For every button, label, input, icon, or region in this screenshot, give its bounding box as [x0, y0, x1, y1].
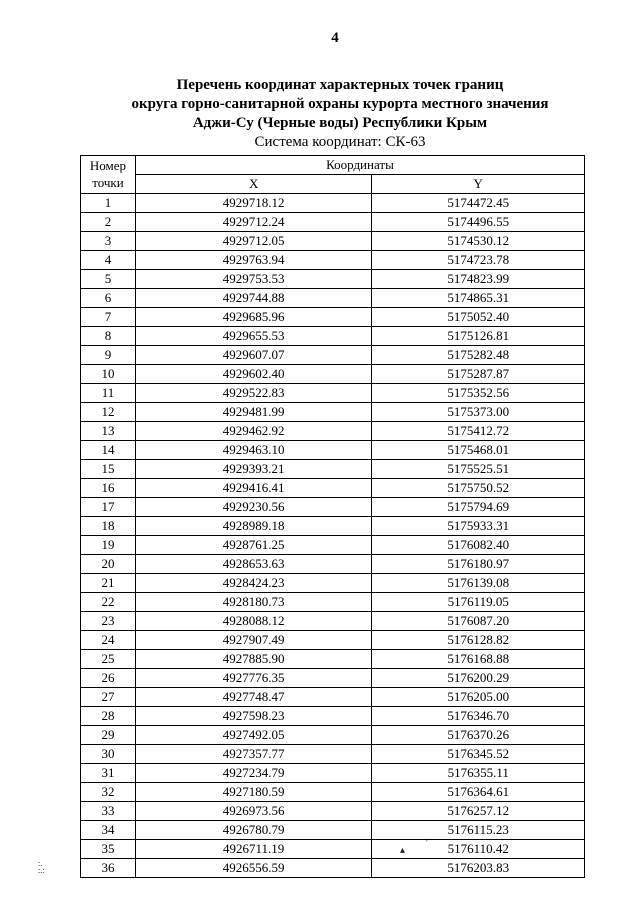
point-number-cell: 12 — [81, 403, 136, 422]
y-coordinate-cell: 5174823.99 — [372, 270, 585, 289]
coordinate-system-label: Система координат: СК-63 — [254, 134, 426, 150]
y-coordinate-cell: 5176200.29 — [372, 669, 585, 688]
y-coordinate-cell: 5175052.40 — [372, 308, 585, 327]
point-number-cell: 4 — [81, 251, 136, 270]
x-coordinate-cell: 4927357.77 — [135, 745, 371, 764]
table-row — [81, 726, 585, 745]
table-row — [81, 384, 585, 403]
y-coordinate-cell: 5176364.61 — [372, 783, 585, 802]
y-coordinate-cell: 5175750.52 — [372, 479, 585, 498]
x-coordinate-cell: 4928761.25 — [135, 536, 371, 555]
y-coordinate-cell: 5176119.05 — [372, 593, 585, 612]
x-coordinate-cell: 4929744.88 — [135, 289, 371, 308]
y-coordinate-cell: 5175352.56 — [372, 384, 585, 403]
table-row — [81, 346, 585, 365]
y-coordinate-cell: 5176370.26 — [372, 726, 585, 745]
x-coordinate-cell: 4926711.19 — [135, 840, 371, 859]
coordinates-table — [80, 155, 585, 878]
point-number-cell: 14 — [81, 441, 136, 460]
x-coordinate-cell: 4929481.99 — [135, 403, 371, 422]
point-number-cell: 15 — [81, 460, 136, 479]
table-row — [81, 593, 585, 612]
table-row — [81, 194, 585, 213]
y-coordinate-cell: 5176110.42 — [372, 840, 585, 859]
table-row — [81, 536, 585, 555]
header-y: Y — [372, 175, 585, 194]
x-coordinate-cell: 4927180.59 — [135, 783, 371, 802]
point-number-cell: 3 — [81, 232, 136, 251]
header-coordinates: Координаты — [135, 156, 584, 175]
point-number-cell: 31 — [81, 764, 136, 783]
y-coordinate-cell: 5175412.72 — [372, 422, 585, 441]
point-number-cell: 34 — [81, 821, 136, 840]
table-row — [81, 289, 585, 308]
table-row — [81, 213, 585, 232]
scan-speck: ▴ — [400, 845, 406, 856]
x-coordinate-cell: 4929607.07 — [135, 346, 371, 365]
point-number-cell: 22 — [81, 593, 136, 612]
x-coordinate-cell: 4929685.96 — [135, 308, 371, 327]
x-coordinate-cell: 4927776.35 — [135, 669, 371, 688]
point-number-cell: 6 — [81, 289, 136, 308]
table-row — [81, 422, 585, 441]
point-number-cell: 13 — [81, 422, 136, 441]
table-row — [81, 517, 585, 536]
table-row — [81, 555, 585, 574]
y-coordinate-cell: 5176087.20 — [372, 612, 585, 631]
table-row — [81, 745, 585, 764]
point-number-cell: 20 — [81, 555, 136, 574]
x-coordinate-cell: 4927885.90 — [135, 650, 371, 669]
y-coordinate-cell: 5176180.97 — [372, 555, 585, 574]
y-coordinate-cell: 5174472.45 — [372, 194, 585, 213]
header-point-number: Номер точки — [81, 156, 136, 194]
point-number-cell: 19 — [81, 536, 136, 555]
y-coordinate-cell: 5175525.51 — [372, 460, 585, 479]
y-coordinate-cell: 5176257.12 — [372, 802, 585, 821]
table-row — [81, 232, 585, 251]
table-row — [81, 859, 585, 878]
x-coordinate-cell: 4927598.23 — [135, 707, 371, 726]
scan-speck: :. :.: — [38, 859, 45, 875]
x-coordinate-cell: 4927907.49 — [135, 631, 371, 650]
x-coordinate-cell: 4929602.40 — [135, 365, 371, 384]
table-header — [81, 156, 585, 194]
table-body — [81, 194, 585, 878]
title-line-1: Перечень координат характерных точек границ — [176, 77, 504, 93]
table-row — [81, 821, 585, 840]
table-row — [81, 479, 585, 498]
y-coordinate-cell: 5175126.81 — [372, 327, 585, 346]
y-coordinate-cell: 5176205.00 — [372, 688, 585, 707]
x-coordinate-cell: 4928653.63 — [135, 555, 371, 574]
point-number-cell: 17 — [81, 498, 136, 517]
x-coordinate-cell: 4927748.47 — [135, 688, 371, 707]
y-coordinate-cell: 5176168.88 — [372, 650, 585, 669]
x-coordinate-cell: 4928424.23 — [135, 574, 371, 593]
table-row — [81, 612, 585, 631]
x-coordinate-cell: 4928180.73 — [135, 593, 371, 612]
point-number-cell: 28 — [81, 707, 136, 726]
point-number-cell: 35 — [81, 840, 136, 859]
y-coordinate-cell: 5175468.01 — [372, 441, 585, 460]
y-coordinate-cell: 5176115.23 — [372, 821, 585, 840]
point-number-cell: 23 — [81, 612, 136, 631]
table-row — [81, 764, 585, 783]
scan-speck: ' — [426, 838, 428, 849]
table-row — [81, 270, 585, 289]
point-number-cell: 16 — [81, 479, 136, 498]
table-row — [81, 669, 585, 688]
page-number: 4 — [331, 30, 339, 46]
point-number-cell: 11 — [81, 384, 136, 403]
x-coordinate-cell: 4929753.53 — [135, 270, 371, 289]
x-coordinate-cell: 4929522.83 — [135, 384, 371, 403]
point-number-cell: 10 — [81, 365, 136, 384]
document-title — [80, 76, 600, 152]
x-coordinate-cell: 4929393.21 — [135, 460, 371, 479]
table-row — [81, 650, 585, 669]
table-row — [81, 498, 585, 517]
point-number-cell: 18 — [81, 517, 136, 536]
table-row — [81, 688, 585, 707]
table-row — [81, 631, 585, 650]
y-coordinate-cell: 5176203.83 — [372, 859, 585, 878]
x-coordinate-cell: 4929463.10 — [135, 441, 371, 460]
y-coordinate-cell: 5176345.52 — [372, 745, 585, 764]
table-row — [81, 460, 585, 479]
y-coordinate-cell: 5174496.55 — [372, 213, 585, 232]
y-coordinate-cell: 5175794.69 — [372, 498, 585, 517]
title-line-3: Аджи-Су (Черные воды) Республики Крым — [192, 115, 488, 131]
y-coordinate-cell: 5175282.48 — [372, 346, 585, 365]
table-row — [81, 441, 585, 460]
point-number-cell: 26 — [81, 669, 136, 688]
x-coordinate-cell: 4926973.56 — [135, 802, 371, 821]
point-number-cell: 7 — [81, 308, 136, 327]
table-row — [81, 365, 585, 384]
x-coordinate-cell: 4929763.94 — [135, 251, 371, 270]
point-number-cell: 32 — [81, 783, 136, 802]
x-coordinate-cell: 4928989.18 — [135, 517, 371, 536]
table-row — [81, 783, 585, 802]
y-coordinate-cell: 5176355.11 — [372, 764, 585, 783]
y-coordinate-cell: 5176346.70 — [372, 707, 585, 726]
point-number-cell: 1 — [81, 194, 136, 213]
y-coordinate-cell: 5176082.40 — [372, 536, 585, 555]
y-coordinate-cell: 5176139.08 — [372, 574, 585, 593]
x-coordinate-cell: 4926780.79 — [135, 821, 371, 840]
y-coordinate-cell: 5174723.78 — [372, 251, 585, 270]
table-row — [81, 802, 585, 821]
y-coordinate-cell: 5175373.00 — [372, 403, 585, 422]
point-number-cell: 25 — [81, 650, 136, 669]
table-row — [81, 574, 585, 593]
x-coordinate-cell: 4927234.79 — [135, 764, 371, 783]
point-number-cell: 36 — [81, 859, 136, 878]
point-number-cell: 33 — [81, 802, 136, 821]
point-number-cell: 27 — [81, 688, 136, 707]
x-coordinate-cell: 4929416.41 — [135, 479, 371, 498]
y-coordinate-cell: 5174865.31 — [372, 289, 585, 308]
point-number-cell: 5 — [81, 270, 136, 289]
table-row — [81, 308, 585, 327]
point-number-cell: 21 — [81, 574, 136, 593]
table-row — [81, 840, 585, 859]
point-number-cell: 30 — [81, 745, 136, 764]
x-coordinate-cell: 4929655.53 — [135, 327, 371, 346]
x-coordinate-cell: 4929712.05 — [135, 232, 371, 251]
x-coordinate-cell: 4926556.59 — [135, 859, 371, 878]
point-number-cell: 9 — [81, 346, 136, 365]
y-coordinate-cell: 5174530.12 — [372, 232, 585, 251]
y-coordinate-cell: 5175287.87 — [372, 365, 585, 384]
header-x: X — [135, 175, 371, 194]
x-coordinate-cell: 4929462.92 — [135, 422, 371, 441]
table-row — [81, 251, 585, 270]
point-number-cell: 8 — [81, 327, 136, 346]
x-coordinate-cell: 4929230.56 — [135, 498, 371, 517]
x-coordinate-cell: 4929712.24 — [135, 213, 371, 232]
table-row — [81, 327, 585, 346]
title-line-2: округа горно-санитарной охраны курорта местного значения — [131, 96, 549, 112]
table-row — [81, 403, 585, 422]
point-number-cell: 24 — [81, 631, 136, 650]
y-coordinate-cell: 5176128.82 — [372, 631, 585, 650]
x-coordinate-cell: 4929718.12 — [135, 194, 371, 213]
point-number-cell: 29 — [81, 726, 136, 745]
y-coordinate-cell: 5175933.31 — [372, 517, 585, 536]
x-coordinate-cell: 4928088.12 — [135, 612, 371, 631]
x-coordinate-cell: 4927492.05 — [135, 726, 371, 745]
table-row — [81, 707, 585, 726]
point-number-cell: 2 — [81, 213, 136, 232]
